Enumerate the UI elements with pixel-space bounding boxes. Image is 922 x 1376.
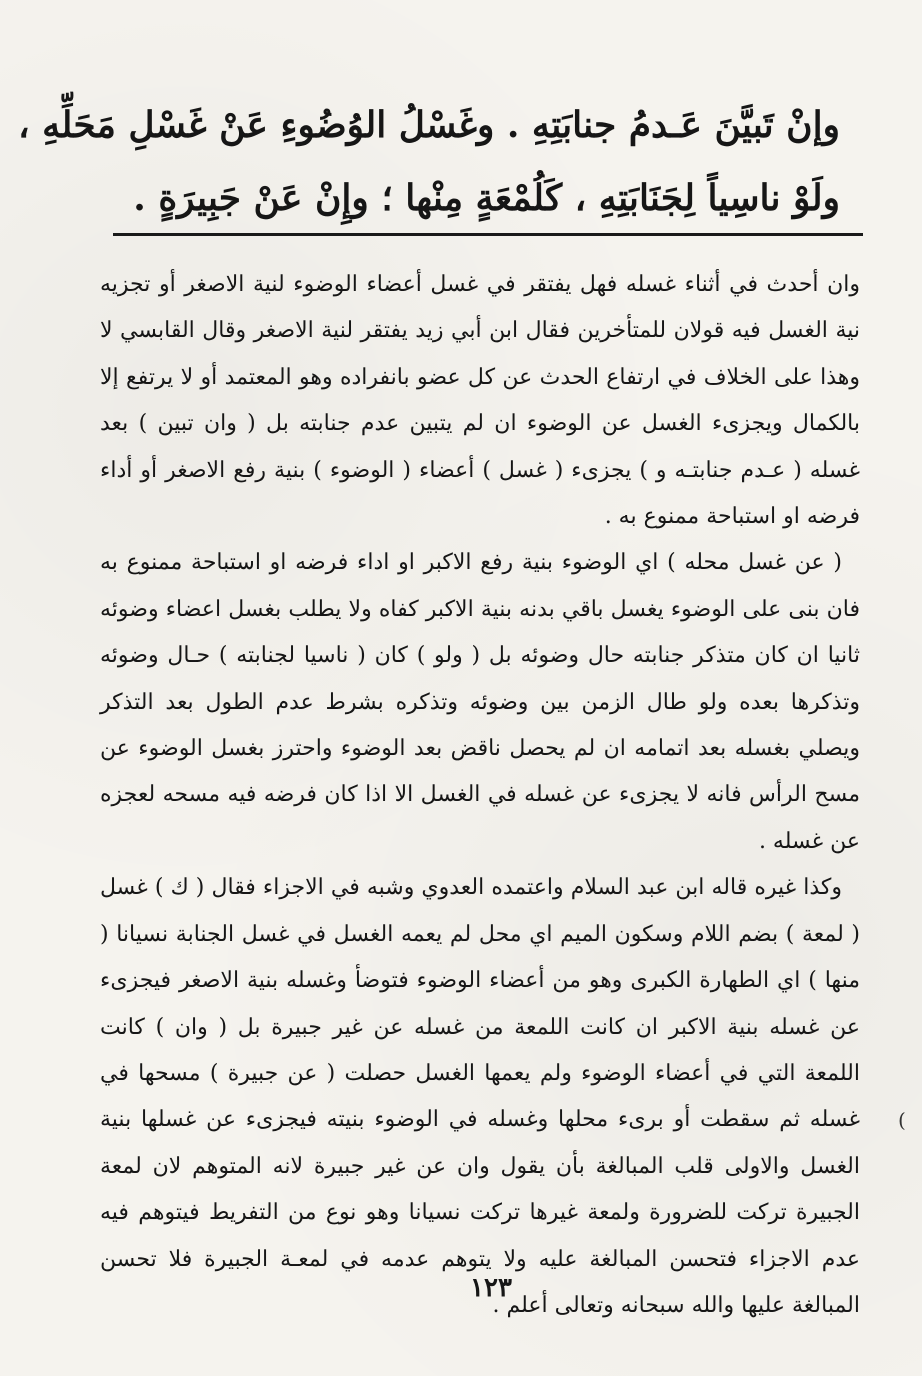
verse-line-1: وإنْ تَبيَّنَ عَـدمُ جنابَتِهِ . وغَسْلُ الوُضُوءِ عَنْ غَسْلِ مَحَلِّهِ ، <box>17 104 840 146</box>
commentary-paragraph-3: وكذا غيره قاله ابن عبد السلام واعتمده العدوي وشبه في الاجزاء فقال ( ك ) غسل ( لمعة ) بضم اللام وسكون الميم اي محل لم يعمه الغسل في غسل الجنابة نسيانا ( منها ) اي الطهارة الكبرى وهو من أعضاء الوضوء فتوضأ وغسله بنية الاصغر فيجزىء عن غسله بنية الاكبر ان كانت اللمعة من غسله عن غير جبيرة بل ( وان ) كانت اللمعة التي في أعضاء الوضوء ولم يعمها الغسل حصلت ( عن جبيرة ) مسحها في غسله ثم سقطت أو برىء محلها وغسله في الوضوء بنيته فيجزىء عن غسلها بنية الغسل والاولى قلب المبالغة بأن يقول وان عن غير جبيرة لانه المتوهم لان لمعة الجبيرة تركت للضرورة ولمعة غيرها تركت نسيانا وهو نوع من التفريط فيتوهم فيه عدم الاجزاء فتحسن المبالغة عليه ولا يتوهم عدمه في لمعـة الجبيرة فلا تحسن المبالغة عليها والله سبحانه وتعالى أعلم . <box>100 875 860 1318</box>
page-number: ١٢٣ <box>470 1273 512 1303</box>
verse-line-2: ولَوْ ناسِياً لِجَنَابَتِهِ ، كَلُمْعَةٍ مِنْها ؛ وإِنْ عَنْ جَبِيرَةٍ . <box>133 177 840 219</box>
separator-rule <box>113 233 863 236</box>
commentary-paragraph-2: ( عن غسل محله ) اي الوضوء بنية رفع الاكبر او اداء فرضه او استباحة ممنوع به فان بنى على الوضوء يغسل باقي بدنه بنية الاكبر كفاه ولا يطلب بغسل اعضاء وضوئه ثانيا ان كان متذكر جنابته حال وضوئه بل ( ولو ) كان ( ناسيا لجنابته ) حـال وضوئه وتذكرها بعده ولو طال الزمن بين وضوئه وتذكره بشرط عدم الطول بعد التذكر ويصلي بغسله بعد اتمامه ان لم يحصل ناقض بعد الوضوء واحترز بغسل الوضوء عن مسح الرأس فانه لا يجزىء عن غسله في الغسل الا اذا كان فرضه فيه مسحه لعجزه عن غسله . <box>100 550 860 854</box>
margin-mark: ( <box>898 1108 906 1132</box>
commentary-text <box>100 262 860 1329</box>
commentary-paragraph-1: وان أحدث في أثناء غسله فهل يفتقر في غسل أعضاء الوضوء لنية الاصغر أو تجزيه نية الغسل فيه قولان للمتأخرين فقال ابن أبي زيد يفتقر لنية الاصغر وقال القابسي لا وهذا على الخلاف في ارتفاع الحدث عن كل عضو بانفراده وهو المعتمد أو لا يرتفع إلا بالكمال ويجزىء الغسل عن الوضوء ان لم يتبين عدم جنابته بل ( وان تبين ) بعد غسله ( عـدم جنابتـه و ) يجزىء ( غسل ) أعضاء ( الوضوء ) بنية رفع الاصغر أو أداء فرضه او استباحة ممنوع به . <box>100 272 860 530</box>
